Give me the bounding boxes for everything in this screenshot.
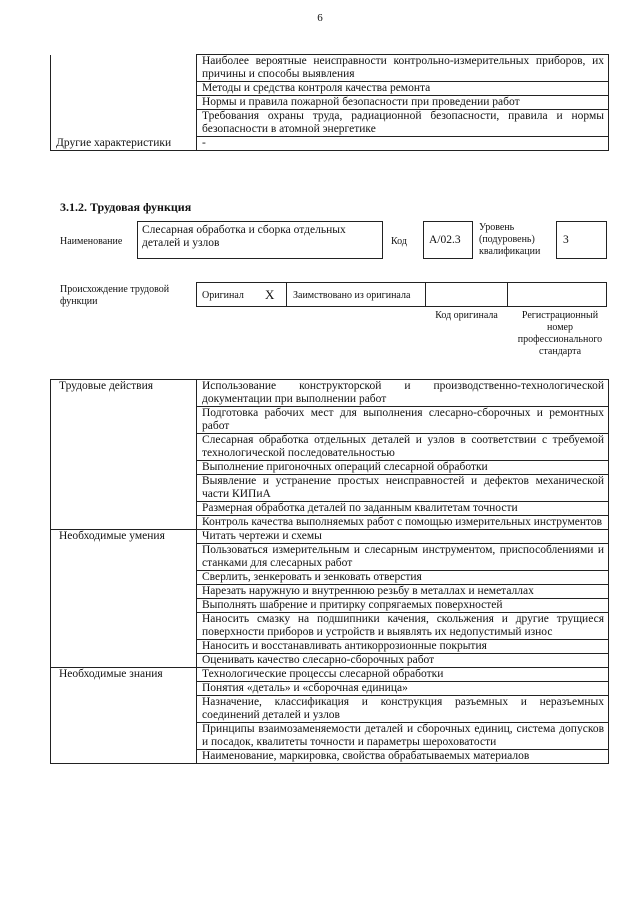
level-box <box>556 221 607 259</box>
row-label <box>51 55 197 82</box>
item-text: Читать чертежи и схемы <box>197 530 609 544</box>
item-text: Выполнение пригоночных операций слесарной обработки <box>197 461 609 475</box>
table-row <box>51 380 609 407</box>
original-code-caption: Код оригинала <box>435 310 498 321</box>
row-label: Другие характеристики <box>51 137 197 151</box>
item-text: Наносить смазку на подшипники качения, скольжения и другие трущиеся поверхности приборов и устройств и выявлять их недопустимый износ <box>197 613 609 640</box>
row-text: Нормы и правила пожарной безопасности при проведении работ <box>197 96 609 110</box>
item-text: Оценивать качество слесарно-сборочных работ <box>197 654 609 668</box>
group-title: Трудовые действия <box>51 380 197 530</box>
group-title: Необходимые знания <box>51 668 197 764</box>
level-label: Уровень (подуровень) квалификации <box>479 222 541 257</box>
borrowed-label: Заимствовано из оригинала <box>293 290 411 301</box>
row-label <box>51 82 197 96</box>
borrowed-box <box>286 282 426 307</box>
reg-number-box <box>507 282 607 307</box>
item-text: Нарезать наружную и внутреннюю резьбу в металлах и неметаллах <box>197 585 609 599</box>
item-text: Сверлить, зенкеровать и зенковать отверстия <box>197 571 609 585</box>
original-mark: X <box>265 287 275 302</box>
code-label: Код <box>391 236 407 247</box>
level-value: 3 <box>563 234 569 246</box>
item-text: Назначение, классификация и конструкция разъемных и неразъемных соединений деталей и узлов <box>197 696 609 723</box>
item-text: Размерная обработка деталей по заданным квалитетам точности <box>197 502 609 516</box>
group-title: Необходимые умения <box>51 530 197 668</box>
row-text: Наиболее вероятные неисправности контрольно-измерительных приборов, их причины и способы выявления <box>197 55 609 82</box>
item-text: Выявление и устранение простых неисправностей и дефектов механической части КИПиА <box>197 475 609 502</box>
row-label <box>51 96 197 110</box>
name-label: Наименование <box>60 236 123 247</box>
item-text: Понятия «деталь» и «сборочная единица» <box>197 682 609 696</box>
row-text: - <box>197 137 609 151</box>
table-row <box>51 137 609 151</box>
row-text: Методы и средства контроля качества ремонта <box>197 82 609 96</box>
code-value: А/02.3 <box>429 234 461 246</box>
item-text: Использование конструкторской и производственно-технологической документации при выполнении работ <box>197 380 609 407</box>
labor-function-table <box>50 379 609 764</box>
item-text: Наименование, маркировка, свойства обрабатываемых материалов <box>197 750 609 764</box>
page-number: 6 <box>317 12 323 24</box>
item-text: Принципы взаимозаменяемости деталей и сборочных единиц, система допусков и посадок, квалитеты точности и параметры шероховатости <box>197 723 609 750</box>
table-row <box>51 530 609 544</box>
original-box <box>196 282 287 307</box>
item-text: Наносить и восстанавливать антикоррозионные покрытия <box>197 640 609 654</box>
item-text: Подготовка рабочих мест для выполнения слесарно-сборочных и ремонтных работ <box>197 407 609 434</box>
function-name-box <box>137 221 383 259</box>
origin-label: Происхождение трудовой функции <box>60 284 170 307</box>
item-text: Пользоваться измерительным и слесарным инструментом, приспособлениями и станками для слесарных работ <box>197 544 609 571</box>
item-text: Технологические процессы слесарной обработки <box>197 668 609 682</box>
row-text: Требования охраны труда, радиационной безопасности, правила и нормы безопасности в атомной энергетике <box>197 110 609 137</box>
knowledge-table-continued <box>50 54 609 151</box>
table-row <box>51 55 609 82</box>
table-row <box>51 96 609 110</box>
table-row <box>51 110 609 137</box>
original-code-box <box>425 282 508 307</box>
item-text: Слесарная обработка отдельных деталей и узлов в соответствии с требуемой технологической последовательностью <box>197 434 609 461</box>
original-label: Оригинал <box>202 290 244 301</box>
item-text: Выполнять шабрение и притирку сопрягаемых поверхностей <box>197 599 609 613</box>
code-box <box>423 221 473 259</box>
reg-number-caption: Регистрационный номер профессионального стандарта <box>517 310 603 357</box>
function-name: Слесарная обработка и сборка отдельных деталей и узлов <box>142 224 346 249</box>
row-label <box>51 110 197 137</box>
section-title: 3.1.2. Трудовая функция <box>60 200 192 214</box>
table-row <box>51 668 609 682</box>
table-row <box>51 82 609 96</box>
item-text: Контроль качества выполняемых работ с помощью измерительных инструментов <box>197 516 609 530</box>
